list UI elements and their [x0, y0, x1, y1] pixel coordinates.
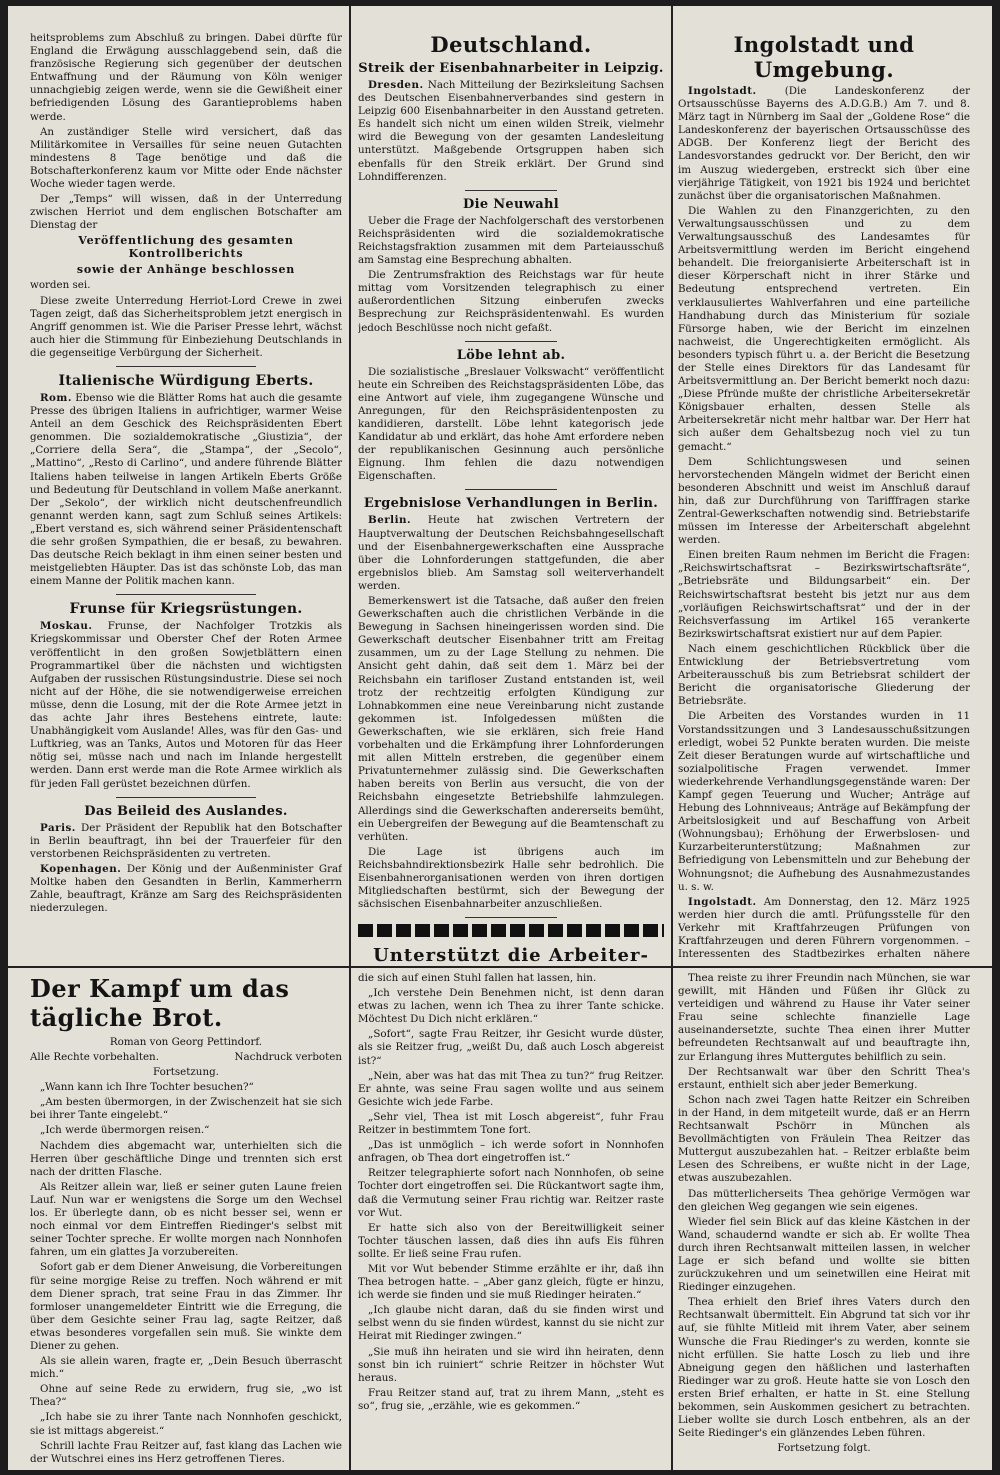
novel-paragraph: Wieder fiel sein Blick auf das kleine Kästchen in der Wand, schaudernd wandte er sich ab. Er wollte Thea durch ihren Rechtsanwalt mitteilen lassen, in welcher Lage er sich befand und wollte sie bitten zurückzukehren und um seinetwillen eine Heirat mit Riedinger einzugehen. [678, 1215, 970, 1294]
novel-paragraph: Er hatte sich also von der Bereitwilligkeit seiner Tochter täuschen lassen, daß dies ihn aufs Eis führen sollte. Er ließ seine Frau rufen. [358, 1221, 664, 1260]
article-text: Der Präsident der Republik hat den Botschafter in Berlin beauftragt, ihn bei der Trauerfeier für den verstorbenen Reichspräsidenten zu vertreten. [30, 821, 342, 860]
novel-paragraph: Nachdem dies abgemacht war, unterhielten sich die Herren über geschäftliche Dinge und trennten sich erst nach der dritten Flasche. [30, 1139, 342, 1178]
article-text: Nach einem geschichtlichen Rückblick über die Entwicklung der Betriebsvertretung vom Arbeiterausschuß bis zum Betriebsrat schildert der Bericht die organisatorische Gliederung der Betriebsräte. [678, 642, 970, 708]
novel-paragraph: „Ich verstehe Dein Benehmen nicht, ist denn daran etwas zu lachen, wenn ich Thea zu ihrer Tante schicke. Möchtest Du Dich nicht erklären.“ [358, 987, 664, 1026]
article-text: Einen breiten Raum nehmen im Bericht die Fragen: „Reichswirtschaftsrat – Bezirkswirtschaftsräte“, „Betriebsräte und Bildungsarbeit“ ein. Der Reichswirtschaftsrat besteht bis jetzt nur aus dem „vorläufigen Reichswirtschaftsrat“ und der in der Reichsverfassung im Artikel 165 verankerte Bezirkswirtschaftsrat existiert nur auf dem Papier. [678, 549, 970, 640]
novel-paragraph: Schon nach zwei Tagen hatte Reitzer ein Schreiben in der Hand, in dem mitgeteilt wurde, daß er an Herrn Rechtsanwalt Pschörr in München als Bevollmächtigten von Fräulein Thea Reitzer das Muttergut auszubezahlen hat. – Reitzer erblaßte beim Lesen des Schreibens, er wußte nicht in der Lage, etwas auszubezahlen. [678, 1093, 970, 1185]
article-text: Bemerkenswert ist die Tatsache, daß außer den freien Gewerkschaften auch die christlichen Verbände in die Bewegung in Sachsen hineingerissen worden sind. Die Gewerkschaft deutscher Eisenbahner tritt am Freitag zusammen, um zu der Lage Stellung zu nehmen. Die Ansicht geht dahin, daß seit dem 1. März bei der Reichsbahn ein tarifloser Zustand entstanden ist, weil trotz der rechtzeitig erfolgten Kündigung zur Lohnabkommen eine neue Vereinbarung nicht zustande gekommen ist. Infolgedessen müßten die Gewerkschaften, wie sie erklären, sich freie Hand vorbehalten und die Erkämpfung ihrer Lohnforderungen mit allen Mitteln erstreben, die gegenüber einem Privatunternehmer zulässig sind. Die Gewerkschaften haben bereits von Berlin aus versucht, die von der Reichsbahn eingesetzte Betriebshilfe lahmzulegen. Allerdings sind die Gewerkschaften andererseits bemüht, ein Uebergreifen der Bewegung auf die Beamtenschaft zu verhüten. [358, 595, 664, 843]
article-text: Dem Schlichtungswesen und seinen hervorstechenden Mängeln widmet der Bericht einen besonderen Abschnitt und weist im Anschluß darauf hin, daß zur Durchführung von Tarifffragen starke Zentral-Gewerkschaften notwendig sind. Betriebstarife müssen im Interesse der Arbeiterschaft abgelehnt werden. [678, 455, 970, 547]
novel-paragraph: Mit vor Wut bebender Stimme erzählte er ihr, daß ihn Thea betrogen hatte. – „Aber ganz gleich, fügte er hinzu, ich werde sie finden und sie muß Riedinger heiraten.“ [358, 1262, 664, 1302]
headline-neuwahl: Die Neuwahl [463, 196, 559, 212]
article-text: Der „Temps“ will wissen, daß in der Unterredung zwischen Herriot und dem englischen Botschafter am Dienstag der [30, 193, 342, 232]
dateline: Moskau. [40, 620, 93, 633]
novel-paragraph: „Am besten übermorgen, in der Zwischenzeit hat sie sich bei ihrer Tante eingelebt.“ [30, 1096, 342, 1122]
column-rule [349, 968, 351, 1470]
divider [465, 489, 557, 490]
headline-ergebnislos: Ergebnislose Verhandlungen in Berlin. [363, 496, 659, 512]
dateline: Ingolstadt. [688, 895, 757, 908]
novel-paragraph: die sich auf einen Stuhl fallen hat lassen, hin. [358, 972, 597, 984]
novel-title: Der Kampf um das tägliche Brot. [30, 974, 290, 1032]
novel-paragraph: Reitzer telegraphierte sofort nach Nonnhofen, ob seine Tochter dort eingetroffen sei. Die Rückantwort sagte ihm, daß die Vermutung seiner Frau richtig war. Reitzer raste vor Wut. [358, 1167, 664, 1219]
article-text: Der König und der Außenminister Graf Moltke haben den Gesandten in Berlin, Kammerherrn Zahle, beauftragt, Kränze am Sarg des Reichspräsidenten niederzulegen. [30, 862, 342, 915]
novel-paragraph: Sofort gab er dem Diener Anweisung, die Vorbereitungen für seine morgige Reise zu treffen. Noch während er mit dem Diener sprach, trat seine Frau in das Zimmer. Ihr formloser unangemeldeter Eintritt wie die Erregung, die über dem Gesichte seiner Frau lag, sagte Reitzer, daß etwas besonderes vorgefallen sein muß. Sie winkte dem Diener zu gehen. [30, 1261, 342, 1352]
column-foreign-news [30, 32, 342, 962]
article-text: Diese zweite Unterredung Herriot-Lord Crewe in zwei Tagen zeigt, daß das Sicherheitsproblem jetzt energisch in Angriff genommen ist. Wie die Pariser Presse lehrt, wächst auch hier die Stimmung für Einbeziehung Deutschlands in die gegenseitige Verbürgung der Sicherheit. [30, 294, 342, 359]
section-title: Deutschland. [430, 32, 592, 57]
novel-paragraph: „Ich werde übermorgen reisen.“ [40, 1124, 210, 1137]
novel-paragraph: Der Rechtsanwalt war über den Schritt Thea's erstaunt, enthielt sich aber jeder Bemerkung. [678, 1065, 970, 1091]
article-text: Frunse, der Nachfolger Trotzkis als Kriegskommissar und Oberster Chef der Roten Armee veröffentlicht in den großen Sowjetblättern einen Programmartikel über die nächsten und wichtigsten Aufgaben der russischen Rüstungsindustrie. Diese sei noch nicht auf der Höhe, die sie notwendigerweise erreichen müsse, denn die Losung, mit der die Rote Armee jetzt in das achte Jahr ihres Bestehens eintrete, laute: Unabhängigkeit vom Auslande! Alles, was für den Gas- und Luftkrieg, was an Tanks, Autos und Motoren für das Heer nötig sei, müsse nach und nach im Inlande hergestellt werden. Dann erst werde man die Rote Armee wirklich als für jeden Fall gerüstet bezeichnen dürfen. [30, 620, 342, 790]
novel-paragraph: Schrill lachte Frau Reitzer auf, fast klang das Lachen wie der Wutschrei eines ins Herz getroffenen Tieres. [30, 1439, 342, 1465]
dateline: Kopenhagen. [40, 862, 122, 875]
novel-paragraph: Frau Reitzer stand auf, trat zu ihrem Mann, „steht es so“, frug sie, „erzähle, wie es gekommen.“ [358, 1386, 664, 1412]
article-text: Die Zentrumsfraktion des Reichstags war für heute mittag vom Vorsitzenden telegraphisch zu einer außerordentlichen Sitzung einberufen zwecks Besprechung zur Reichspräsidentenwahl. Es wurden jedoch Beschlüsse noch nicht gefaßt. [358, 269, 664, 334]
novel-paragraph: Das mütterlicherseits Thea gehörige Vermögen war den gleichen Weg gegangen wie sein eigenes. [678, 1187, 970, 1213]
novel-paragraph: „Nein, aber was hat das mit Thea zu tun?“ frug Reitzer. Er ahnte, was seine Frau sagen wollte und aus seinem Gesichte wich jede Farbe. [358, 1069, 664, 1108]
column-deutschland [358, 32, 664, 962]
novel-paragraph: „Ich habe sie zu ihrer Tante nach Nonnhofen geschickt, sie ist mittags abgereist.“ [30, 1411, 342, 1437]
divider [116, 594, 256, 595]
headline-frunse: Frunse für Kriegsrüstungen. [69, 601, 303, 618]
novel-paragraph: Als sie allein waren, fragte er, „Dein Besuch überrascht mich.“ [30, 1355, 342, 1381]
article-text: Ebenso wie die Blätter Roms hat auch die gesamte Presse des übrigen Italiens in aufrichtiger, warmer Weise Anteil an dem Geschick des Reichspräsidenten Ebert genommen. Die sozialdemokratische „Giustizia“, der „Corriere della Sera“, die „Stampa“, der „Secolo“, „Mattino“, „Resto di Carlino“, und andere führende Blätter Italiens haben teilweise in langen Artikeln Eberts Größe und Bedeutung für Deutschland in vollem Maße anerkannt. Der „Sekolo“, der wirklich nicht deutschenfreundlich genannt werden kann, sagt zum Schluß seines Artikels: „Ebert verstand es, sich während seiner Präsidentenschaft die sehr großen Sympathien, die er besaß, zu bewahren. Das deutsche Reich beklagt in ihm einen seiner besten und meistgeliebten Häupter. Das ist das schönste Lob, das man einem Manne der Politik machen kann. [30, 391, 342, 588]
dateline: Ingolstadt. [688, 85, 757, 97]
article-text: Die sozialistische „Breslauer Volkswacht“ veröffentlicht heute ein Schreiben des Reichstagspräsidenten Löbe, das eine Antwort auf viele, ihm zugegangene Wünsche und Anregungen, für den Reichspräsidentenposten zu kandidieren, darstellt. Löbe lehnt kategorisch jede Kandidatur ab und erklärt, das hohe Amt erfordere neben der republikanischen Gesinnung auch persönliche Eignung. Ihm fehlen die dazu notwendigen Eigenschaften. [358, 365, 664, 483]
novel-paragraph: „Sehr viel, Thea ist mit Losch abgereist“, fuhr Frau Reitzer in bestimmtem Tone fort. [358, 1110, 664, 1137]
novel-paragraph: „Sofort“, sagte Frau Reitzer, ihr Gesicht wurde düster, als sie Reitzer frug, „weißt Du, daß auch Losch abgereist ist?“ [358, 1028, 664, 1067]
novel-paragraph: „Ich glaube nicht daran, daß du sie finden wirst und selbst wenn du sie finden würdest, kannst du sie nicht zur Heirat mit Riedinger zwingen.“ [358, 1304, 664, 1343]
novel-column-2 [358, 972, 664, 1467]
article-text: (Die Landeskonferenz der Ortsausschüsse Bayerns des A.D.G.B.) Am 7. und 8. März tagt in Nürnberg im Saal der „Goldene Rose“ die Landeskonferenz der bayerischen Ortsausschüsse des ADGB. Der Konferenz liegt der Bericht des Landesvorstandes gedruckt vor. Der Bericht, den wir im Auszug wiedergeben, erstreckt sich über eine vierjährige Tätigkeit, von 1921 bis 1924 und berichtet zunächst über die organisatorischen Maßnahmen. [678, 85, 970, 202]
slogan-banner: Unterstützt die Arbeiter- [373, 945, 649, 962]
novel-column-3 [678, 972, 970, 1467]
divider [465, 190, 557, 191]
article-text: Heute hat zwischen Vertretern der Hauptverwaltung der Deutschen Reichsbahngesellschaft und der Eisenbahnergewerkschaften eine Aussprache über die Lohnforderungen stattgefunden, die aber ergebnislos blieb. Am Samstag soll weiterverhandelt werden. [358, 514, 664, 592]
column-rule [671, 6, 673, 966]
dateline: Paris. [40, 821, 76, 834]
section-rule [8, 966, 992, 968]
column-rule [349, 6, 351, 966]
emphasis-line: Veröffentlichung des gesamten Kontrollberichts [78, 234, 294, 261]
novel-paragraph: Als Reitzer allein war, ließ er seiner guten Laune freien Lauf. Nun war er wenigstens die Sorge um den Wechsel los. Er überlegte dann, ob es nicht besser sei, wenn er noch einmal vor dem Eintreffen Riedinger's selbst mit seiner Tochter spreche. Er wollte morgen nach Nonnhofen fahren, um ein glattes Ja vorzubereiten. [30, 1180, 342, 1259]
divider [116, 797, 256, 798]
article-text: heitsproblems zum Abschluß zu bringen. Dabei dürfte für England die Erwägung ausschlaggebend sein, daß die französische Regierung sich gegenüber der deutschen Entwaffnung und der Räumung von Köln weniger unnachgiebig zeigen werde, wenn sie die Gewißheit einer befriedigenden Lösung des Garantieproblems haben werde. [30, 32, 342, 123]
novel-column-1 [30, 972, 342, 1467]
novel-paragraph: Ohne auf seine Rede zu erwidern, frug sie, „wo ist Thea?“ [30, 1383, 342, 1409]
article-text: worden sei. [30, 279, 91, 292]
novel-paragraph: „Sie muß ihn heiraten und sie wird ihn heiraten, denn sonst bin ich ruiniert“ schrie Reitzer in höchster Wut heraus. [358, 1345, 664, 1384]
section-title: Ingolstadt und Umgebung. [733, 32, 915, 82]
to-be-continued: Fortsetzung folgt. [777, 1442, 871, 1455]
dateline: Berlin. [368, 514, 412, 527]
article-text: Die Wahlen zu den Finanzgerichten, zu den Verwaltungsausschüssen und zu dem Verwaltungsausschuß des Landesamtes für Arbeitsvermittlung werden im Bericht eingehend behandelt. Die freiorganisierte Arbeiterschaft ist in dieser Körperschaft nicht in ihrer Stärke und Bedeutung entsprechend vertreten. Ein verklausuliertes Wahlverfahren und eine parteiliche Handhabung durch das Ministerium für soziale Fürsorge haben, wie der Bericht im einzelnen nachweist, die Ungerechtigkeiten ermöglicht. Als besonders typisch führt u. a. der Bericht die Besetzung der Stelle eines Direktors für das Landesamt für Arbeitsvermittlung an. Der Bericht bemerkt noch dazu: „Diese Pfründe mußte der christliche Arbeitersekretär Königsbauer erhalten, dessen Stelle als Arbeitersekretär nicht mehr haltbar war. Der Herr hat sich außer dem Gehaltsbezug noch viel zu tun gemacht.“ [678, 204, 970, 453]
headline-loebe: Löbe lehnt ab. [456, 347, 566, 363]
article-text: Ueber die Frage der Nachfolgerschaft des verstorbenen Reichspräsidenten wird die sozialdemokratische Reichstagsfraktion zusammen mit dem Parteiausschuß am Samstag eine Besprechung abhalten. [358, 214, 664, 267]
reprint-notice: Nachdruck verboten [234, 1051, 342, 1064]
column-ingolstadt [678, 32, 970, 962]
dateline: Dresden. [368, 79, 424, 91]
column-rule [671, 968, 673, 1470]
novel-paragraph: „Das ist unmöglich – ich werde sofort in Nonnhofen anfragen, ob Thea dort eingetroffen ist.“ [358, 1139, 664, 1165]
article-text: Die Lage ist übrigens auch im Reichsbahndirektionsbezirk Halle sehr bedrohlich. Die Eisenbahnerorganisationen werden von ihren dortigen Mitgliedschaften bestürmt, sich der Bewegung der sächsischen Eisenbahnarbeiter anzuschließen. [358, 845, 664, 911]
continuation-label: Fortsetzung. [153, 1066, 219, 1079]
divider [116, 366, 256, 367]
novel-byline: Roman von Georg Pettindorf. [109, 1036, 263, 1048]
emphasis-line: sowie der Anhänge beschlossen [76, 263, 296, 277]
article-text: Die Arbeiten des Vorstandes wurden in 11 Vorstandssitzungen und 3 Landesausschußsitzungen erledigt, wobei 52 Punkte beraten wurden. Die meiste Zeit dieser Beratungen wurde auf wirtschaftliche und sozialpolitische Fragen verwendet. Immer wiederkehrende Verhandlungsgegenstände waren: Der Kampf gegen Teuerung und Wucher; Anträge auf Hebung des Lohnniveaus; Anträge auf Bekämpfung der Arbeitslosigkeit und auf Beschaffung von Arbeit (Wohnungsbau); Erhöhung der Erwerbslosen- und Kurzarbeiterunterstützung; Maßnahmen zur Befriedigung von Lebensmitteln und zur Behebung der Wohnungsnot; die Aufhebung des Ausnahmezustandes u. s. w. [678, 710, 970, 893]
novel-paragraph: Thea reiste zu ihrer Freundin nach München, sie war gewillt, mit Händen und Füßen ihr Glück zu verteidigen und während zu Hause ihr Vater seiner Frau seine schlechte finanzielle Lage auseinandersetzte, suchte Thea einen ihrer Mutter befreundeten Rechtsanwalt auf und beauftragte ihn, zur Erlangung ihres Muttergutes behilflich zu sein. [678, 972, 970, 1063]
headline-streik: Streik der Eisenbahnarbeiter in Leipzig. [358, 61, 664, 76]
rights-notice: Alle Rechte vorbehalten. [30, 1051, 159, 1064]
article-text: An zuständiger Stelle wird versichert, daß das Militärkomitee in Versailles für seine neuen Gutachten mindestens 8 Tage benötige und daß die Botschafterkonferenz kaum vor Mitte oder Ende nächster Woche wieder tagen werde. [30, 125, 342, 191]
novel-paragraph: Thea erhielt den Brief ihres Vaters durch den Rechtsanwalt übermittelt. Ein Abgrund tat sich vor ihr auf, sie fühlte Mitleid mit ihrem Vater, aber seinem Wunsche die Frau Riedinger's zu werden, konnte sie nicht erfüllen. Sie hatte Losch zu lieb und ihre Abneigung gegen den häßlichen und lasterhaften Riedinger war zu groß. Heute hatte sie von Losch den ersten Brief erhalten, er hatte in St. eine Stellung bekommen, sein Auskommen gesichert zu betrachten. Lieber wollte sie durch Losch entbehren, als an der Seite Riedinger's ein glänzendes Leben führen. [678, 1296, 970, 1440]
novel-paragraph: „Wann kann ich Ihre Tochter besuchen?“ [40, 1081, 254, 1094]
divider [465, 917, 557, 918]
article-text: Am Donnerstag, den 12. März 1925 werden hier durch die amtl. Prüfungsstelle für den Verkehr mit Kraftfahrzeugen Prüfungen von Kraftfahrzeugen und deren Führern vorgenommen. – Interessenten des Stadtbezirkes erhalten nähere [678, 895, 970, 961]
divider [465, 341, 557, 342]
dateline: Rom. [40, 391, 72, 404]
ornament-border [358, 924, 664, 937]
article-text: Nach Mitteilung der Bezirksleitung Sachsen des Deutschen Eisenbahnerverbandes sind gestern in Leipzig 600 Eisenbahnarbeiter in den Ausstand getreten. Es handelt sich nicht um einen wilden Streik, vielmehr wird die Bewegung von der gesamten Landesleitung unterstützt. Maßgebende Ortsgruppen haben sich ebenfalls für den Streik erklärt. Der Grund sind Lohndifferenzen. [358, 79, 664, 183]
headline-italien: Italienische Würdigung Eberts. [58, 372, 314, 389]
newspaper-page [8, 6, 992, 1470]
headline-beileid: Das Beileid des Auslandes. [84, 803, 288, 819]
